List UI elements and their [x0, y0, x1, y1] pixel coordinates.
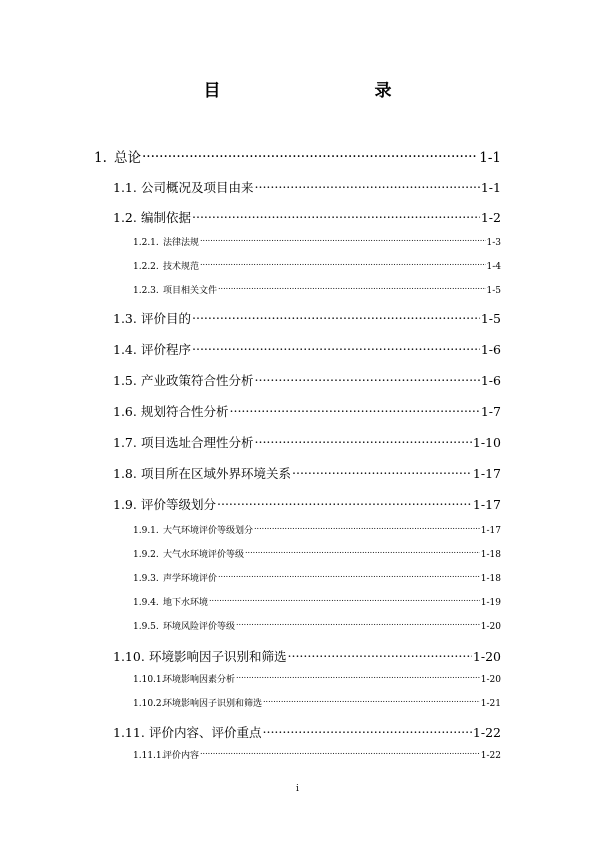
toc-dot-leader	[292, 461, 472, 478]
toc-entry-label: 编制依据	[141, 210, 192, 225]
toc-entry-label: 环境影响因子识别和筛选	[163, 699, 263, 709]
toc-entry-page: 1-17	[472, 497, 501, 512]
toc-dot-leader	[217, 492, 472, 509]
toc-entry[interactable]	[133, 617, 501, 632]
toc-entry[interactable]	[113, 306, 501, 326]
toc-entry-page: 1-21	[480, 699, 501, 709]
toc-entry-number: 1.10.	[113, 649, 145, 664]
toc-entry-page: 1-5	[480, 311, 501, 326]
toc-dot-leader	[192, 205, 480, 222]
toc-entry[interactable]	[113, 492, 501, 512]
toc-dot-leader	[142, 144, 478, 162]
toc-entry-page: 1-7	[480, 404, 501, 419]
toc-entry-label: 评价目的	[141, 311, 192, 326]
toc-entry[interactable]	[113, 205, 501, 225]
toc-entry[interactable]	[113, 430, 501, 450]
toc-entry-number: 1.9.4.	[133, 598, 159, 608]
toc-entry-number: 1.8.	[113, 466, 137, 481]
toc-entry[interactable]	[133, 545, 501, 560]
toc-entry-page: 1-6	[480, 373, 501, 388]
toc-dot-leader	[209, 593, 480, 605]
page-title: 目 录	[203, 81, 432, 101]
toc-entry[interactable]	[94, 144, 501, 166]
toc-entry-number: 1.7.	[113, 435, 137, 450]
toc-dot-leader	[200, 746, 480, 758]
toc-entry-number: 1.11.1.	[133, 751, 165, 761]
toc-entry[interactable]	[133, 694, 501, 709]
toc-entry-label: 评价程序	[141, 342, 192, 357]
toc-entry-label: 产业政策符合性分析	[141, 373, 254, 388]
toc-entry[interactable]	[113, 337, 501, 357]
toc-entry-number: 1.4.	[113, 342, 137, 357]
toc-entry[interactable]	[133, 233, 501, 248]
toc-entry-number: 1.10.2.	[133, 699, 165, 709]
toc-entry-page: 1-17	[480, 526, 501, 536]
toc-dot-leader	[218, 281, 485, 293]
toc-entry-number: 1.2.3.	[133, 286, 159, 296]
toc-entry-label: 技术规范	[163, 262, 200, 272]
toc-entry-label: 公司概况及项目由来	[141, 180, 254, 195]
toc-entry[interactable]	[133, 257, 501, 272]
toc-entry-label: 评价内容	[163, 751, 200, 761]
toc-entry-page: 1-5	[486, 286, 501, 296]
toc-entry-number: 1.2.2.	[133, 262, 159, 272]
toc-dot-leader	[192, 337, 480, 354]
toc-dot-leader	[288, 644, 472, 661]
toc-entry-page: 1-18	[480, 574, 501, 584]
toc-dot-leader	[254, 521, 480, 533]
toc-entry-number: 1.9.2.	[133, 550, 159, 560]
toc-entry-page: 1-2	[480, 210, 501, 225]
toc-entry-number: 1.1.	[113, 180, 137, 195]
toc-entry-label: 大气水环境评价等级	[163, 550, 245, 560]
toc-entry[interactable]	[133, 670, 501, 685]
toc-entry-number: 1.6.	[113, 404, 137, 419]
toc-entry-page: 1-20	[480, 675, 501, 685]
toc-entry-label: 地下水环境	[163, 598, 209, 608]
toc-entry-page: 1-3	[486, 238, 501, 248]
toc-entry-page: 1-22	[480, 751, 501, 761]
toc-entry-page: 1-20	[472, 649, 501, 664]
toc-entry[interactable]	[133, 281, 501, 296]
toc-entry-page: 1-17	[472, 466, 501, 481]
toc-dot-leader	[200, 257, 485, 269]
toc-dot-leader	[218, 569, 480, 581]
toc-dot-leader	[263, 694, 480, 706]
toc-entry[interactable]	[113, 399, 501, 419]
toc-entry-page: 1-1	[479, 150, 501, 166]
toc-entry[interactable]	[113, 461, 501, 481]
toc-dot-leader	[192, 306, 480, 323]
toc-entry-label: 项目相关文件	[163, 286, 218, 296]
toc-entry-number: 1.9.5.	[133, 622, 159, 632]
toc-dot-leader	[255, 175, 480, 192]
toc-entry-number: 1.3.	[113, 311, 137, 326]
toc-entry-label: 项目所在区域外界环境关系	[141, 466, 292, 481]
toc-entry-number: 1.10.1.	[133, 675, 165, 685]
toc-dot-leader	[263, 720, 472, 737]
toc-entry-number: 1.2.	[113, 210, 137, 225]
toc-entry-label: 评价等级划分	[141, 497, 217, 512]
toc-entry-page: 1-18	[480, 550, 501, 560]
toc-entry-label: 环境影响因素分析	[163, 675, 236, 685]
toc-entry-label: 总论	[114, 150, 141, 166]
toc-entry-number: 1.2.1.	[133, 238, 159, 248]
toc-dot-leader	[236, 617, 480, 629]
toc-entry-label: 声学环境评价	[163, 574, 218, 584]
toc-entry-label: 环境风险评价等级	[163, 622, 236, 632]
toc-entry[interactable]	[113, 368, 501, 388]
toc-entry-label: 规划符合性分析	[141, 404, 229, 419]
toc-entry-page: 1-19	[480, 598, 501, 608]
toc-entry[interactable]	[133, 521, 501, 536]
toc-entry[interactable]	[133, 746, 501, 761]
toc-entry-number: 1.9.3.	[133, 574, 159, 584]
toc-entry-page: 1-20	[480, 622, 501, 632]
toc-entry[interactable]	[113, 175, 501, 195]
toc-entry-label: 法律法规	[163, 238, 200, 248]
toc-entry-label: 评价内容、评价重点	[149, 725, 262, 740]
toc-entry-page: 1-10	[472, 435, 501, 450]
toc-entry-label: 项目选址合理性分析	[141, 435, 254, 450]
toc-entry-page: 1-4	[486, 262, 501, 272]
toc-entry-number: 1.9.1.	[133, 526, 159, 536]
toc-dot-leader	[245, 545, 480, 557]
toc-entry-label: 环境影响因子识别和筛选	[149, 649, 287, 664]
toc-entry-number: 1.11.	[113, 725, 145, 740]
toc-entry-number: 1.	[94, 150, 107, 166]
toc-dot-leader	[200, 233, 485, 245]
toc-dot-leader	[255, 430, 472, 447]
toc-entry[interactable]	[133, 593, 501, 608]
toc-entry-page: 1-22	[472, 725, 501, 740]
toc-dot-leader	[236, 670, 480, 682]
toc-entry-page: 1-6	[480, 342, 501, 357]
page-number: i	[296, 784, 299, 794]
toc-entry-number: 1.5.	[113, 373, 137, 388]
toc-entry-label: 大气环境评价等级划分	[163, 526, 254, 536]
toc-dot-leader	[230, 399, 480, 416]
toc-entry[interactable]	[113, 644, 501, 664]
toc-entry-number: 1.9.	[113, 497, 137, 512]
toc-entry[interactable]	[113, 720, 501, 740]
toc-entry-page: 1-1	[480, 180, 501, 195]
toc-dot-leader	[255, 368, 480, 385]
toc-entry[interactable]	[133, 569, 501, 584]
